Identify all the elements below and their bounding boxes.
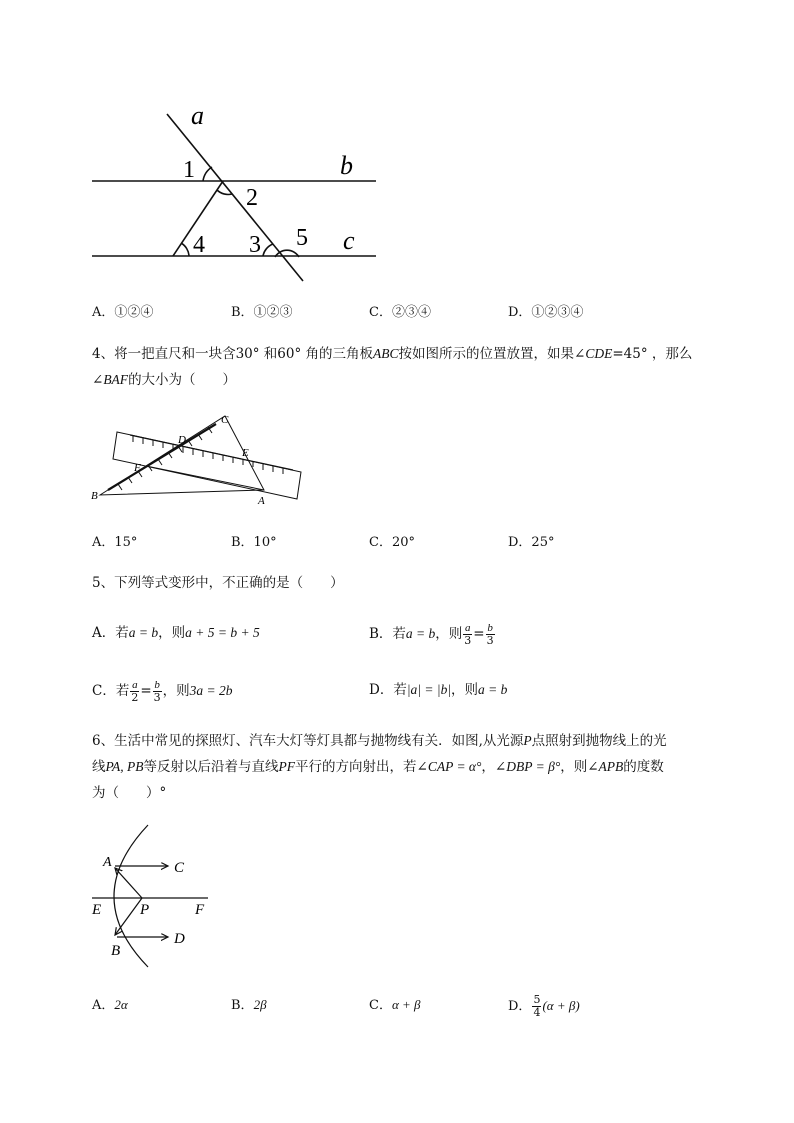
- q6-stem-line1: [92, 730, 667, 752]
- q6-d-frac-bot: 4: [533, 1006, 541, 1019]
- q6-text-2: 点照射到抛物线上的光: [531, 733, 667, 749]
- q5-b-cond: a = b: [405, 626, 436, 641]
- label-5: 5: [296, 225, 308, 251]
- angle-3-arc: [263, 244, 273, 256]
- q6-option-a: [92, 994, 128, 1017]
- q6-stem-line3: 为（ ）°: [92, 785, 167, 801]
- q6-text-7: ，则∠: [560, 759, 599, 775]
- q4-stem-line1: [92, 343, 692, 365]
- q5-b-mid: ，则: [435, 626, 463, 642]
- q4-abc: ABC: [373, 346, 399, 361]
- q6-b-val: 2β: [253, 997, 267, 1012]
- q6-fig-label-a: A: [103, 855, 112, 870]
- q6-fig-label-f: F: [195, 902, 205, 918]
- q5-a-res: a + 5 = b + 5: [185, 625, 260, 640]
- q4-fig-label-e: E: [242, 447, 249, 459]
- angle-1-arc: [203, 167, 212, 181]
- q6-fig-label-p: P: [140, 902, 150, 918]
- q5-d-mid: ，则: [451, 682, 479, 698]
- q6-fig-label-d: D: [174, 931, 185, 947]
- q5-option-b: [369, 622, 496, 647]
- ray-p-to-b: [115, 898, 142, 935]
- q5-d-cond: |a| = |b|: [406, 682, 452, 697]
- q6-text-5: 平行的方向射出，若∠: [295, 759, 428, 775]
- q6-d-frac: [532, 994, 541, 1019]
- q4-baf: BAF: [103, 372, 129, 387]
- q5-a-cond: a = b: [128, 625, 159, 640]
- q3-option-c: C．②③④: [369, 305, 431, 320]
- q3-option-d: D．①②③④: [508, 305, 584, 320]
- q6-fig-label-c: C: [174, 860, 185, 876]
- q4-cde: CDE: [585, 346, 613, 361]
- q6-text-4: 等反射以后沿着与直线: [143, 759, 279, 775]
- q5-c-pre: C．若: [92, 683, 130, 699]
- q5-c-frac2-top: b: [154, 679, 160, 691]
- q5-b-frac1-bot: 3: [464, 634, 472, 647]
- q6-p: P: [523, 733, 532, 748]
- q5-a-pre: A．若: [92, 625, 129, 641]
- label-b: b: [340, 151, 353, 180]
- q5-c-frac-2: [153, 679, 162, 704]
- q4-fig-label-b: B: [91, 490, 98, 502]
- q6-d-val: (α + β): [542, 998, 580, 1013]
- q5-option-a: [92, 622, 260, 644]
- q3-option-a: A．①②④: [92, 305, 154, 320]
- q6-fig-label-e: E: [92, 902, 102, 918]
- q6-fig-label-b: B: [111, 943, 121, 959]
- q5-b-eq: =: [473, 626, 485, 642]
- q4-fig-label-c: C: [221, 414, 229, 426]
- q3-option-b: B．①②③: [231, 305, 293, 320]
- q5-d-pre: D．若: [369, 682, 407, 698]
- q4-text-4: 的大小为（ ）: [128, 372, 237, 388]
- q6-d-pre: D．: [508, 999, 532, 1014]
- q5-c-frac1-top: a: [132, 679, 138, 691]
- q6-pf: PF: [278, 759, 295, 774]
- q4-option-a: A．15°: [92, 535, 138, 550]
- q4-option-b: B．10°: [231, 535, 277, 550]
- q6-text-3: 线: [92, 759, 106, 775]
- ruler-ticks: [118, 427, 283, 490]
- q4-text-2: 按如图所示的位置放置，如果∠: [398, 346, 586, 362]
- triangle-edge-fa: [146, 466, 264, 490]
- q6-c-pre: C．: [369, 998, 392, 1013]
- label-3: 3: [249, 232, 261, 258]
- q5-option-d: [369, 679, 507, 701]
- q5-c-mid: ，则: [162, 683, 190, 699]
- q6-text-6: ，∠: [481, 759, 507, 775]
- q4-option-c: C．20°: [369, 535, 415, 550]
- label-2: 2: [246, 185, 258, 211]
- q5-stem: 5、下列等式变形中，不正确的是（ ）: [92, 575, 344, 591]
- q6-c-val: α + β: [391, 997, 421, 1012]
- figure-parallel-lines: [85, 100, 385, 290]
- angle-4-arc: [181, 243, 189, 256]
- figure-parabola: [88, 822, 218, 972]
- q6-cap: CAP = α°: [427, 759, 482, 774]
- q4-stem-line2: [92, 369, 236, 391]
- q4-angle-symbol: ∠: [92, 372, 104, 388]
- q5-b-frac2-top: b: [487, 622, 493, 634]
- q6-text-1: 6、生活中常见的探照灯、汽车大灯等灯具都与抛物线有关．如图,从光源: [92, 733, 524, 749]
- q5-d-res: a = b: [478, 682, 508, 697]
- q4-text-3: =45° ，那么: [612, 346, 693, 362]
- q6-stem-line2: [92, 756, 664, 778]
- q4-fig-label-a: A: [258, 495, 265, 507]
- q5-b-frac1-top: a: [465, 622, 471, 634]
- q6-a-pre: A．: [92, 998, 115, 1013]
- q5-a-mid: ，则: [158, 625, 186, 641]
- q5-b-frac-1: [463, 622, 472, 647]
- label-1: 1: [183, 157, 195, 183]
- q6-a-val: 2α: [114, 997, 128, 1012]
- q5-b-frac2-bot: 3: [486, 634, 494, 647]
- q5-c-frac-1: [130, 679, 139, 704]
- q5-option-c: [92, 679, 233, 704]
- q6-apb: APB: [598, 759, 624, 774]
- label-4: 4: [193, 232, 205, 258]
- q6-b-pre: B．: [231, 998, 254, 1013]
- q5-c-eq: =: [140, 683, 152, 699]
- q6-text-8: 的度数: [623, 759, 664, 775]
- q6-d-frac-top: 5: [533, 993, 541, 1006]
- figure-ruler-triangle: [88, 410, 308, 510]
- label-c: c: [343, 226, 355, 255]
- q5-c-frac1-bot: 2: [131, 691, 139, 704]
- q4-fig-label-d: D: [178, 434, 186, 446]
- q6-option-c: [369, 994, 421, 1017]
- q5-c-frac2-bot: 3: [153, 691, 161, 704]
- q6-option-b: [231, 994, 267, 1017]
- ruler-edge-top: [130, 435, 293, 470]
- ray-p-to-a: [115, 868, 142, 898]
- q5-c-res: 3a = 2b: [189, 683, 233, 698]
- q6-option-d: [508, 994, 580, 1019]
- label-a: a: [191, 101, 204, 130]
- q5-b-pre: B．若: [369, 626, 406, 642]
- q4-text-1: 4、将一把直尺和一块含30° 和60° 角的三角板: [92, 346, 374, 362]
- q5-b-frac-2: [486, 622, 495, 647]
- q6-dbp: DBP = β°: [506, 759, 561, 774]
- q4-option-d: D．25°: [508, 535, 555, 550]
- q6-pa-pb: PA, PB: [105, 759, 144, 774]
- triangle-abc: [100, 416, 264, 495]
- q4-fig-label-f: F: [134, 462, 141, 474]
